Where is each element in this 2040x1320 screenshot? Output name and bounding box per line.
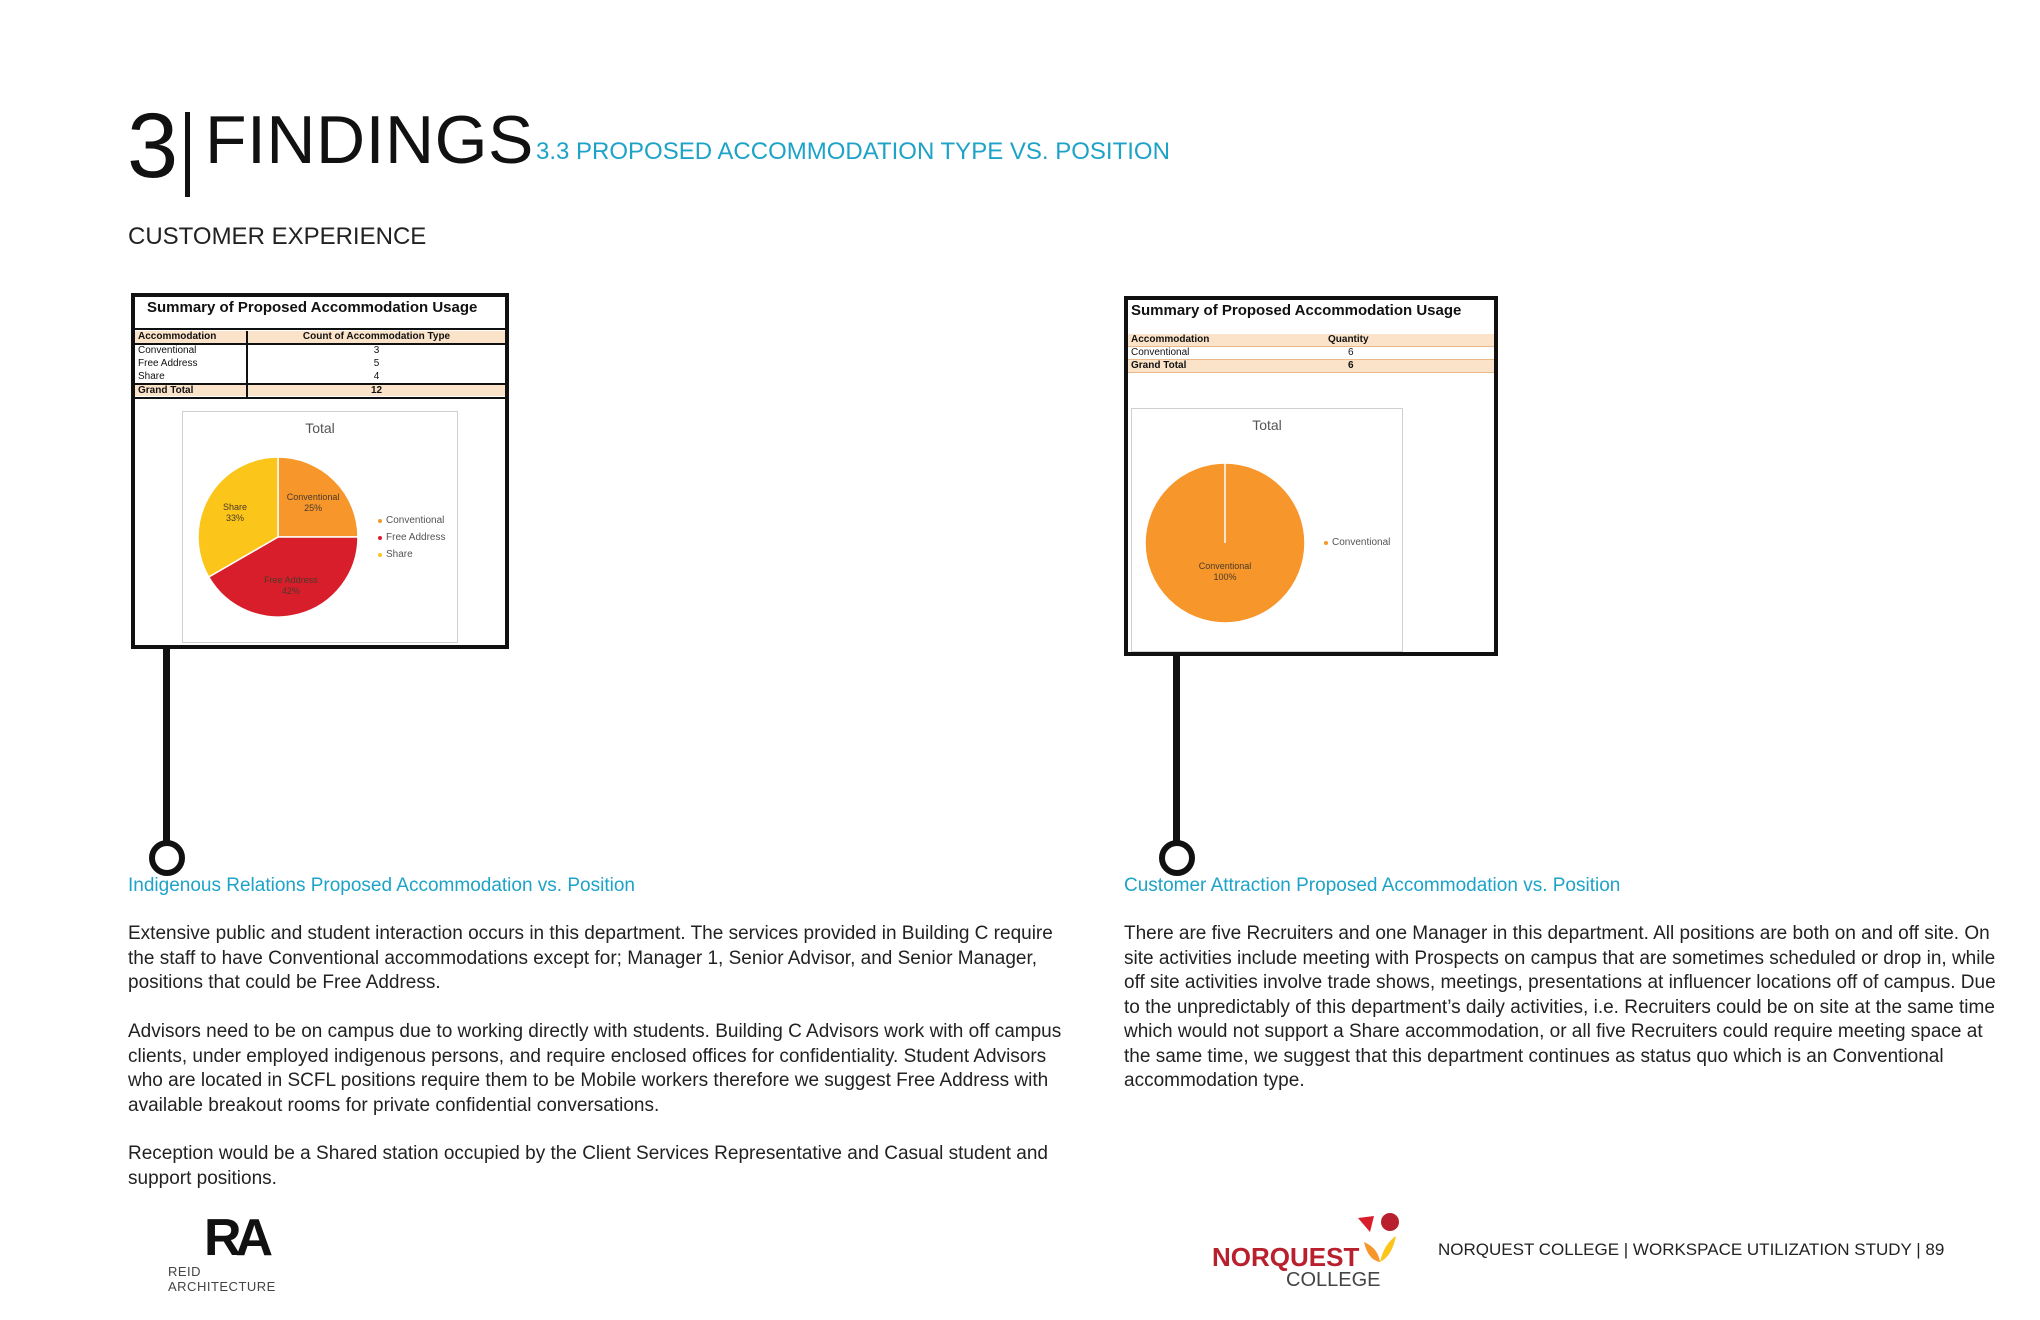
left-table-bottom-line <box>135 397 505 399</box>
left-chart-title: Total <box>305 420 335 436</box>
section-number: 3 <box>127 95 179 197</box>
left-column-heading: Indigenous Relations Proposed Accommodation vs. Position <box>128 875 635 896</box>
pie-label-name: Share <box>223 502 248 513</box>
right-table-row-value: 6 <box>1348 347 1354 358</box>
norquest-name: NORQUEST <box>1212 1242 1360 1272</box>
right-pie-svg <box>1132 409 1404 653</box>
left-connector-line <box>163 649 170 845</box>
legend-label: Share <box>386 549 413 560</box>
right-table-col1-header: Accommodation <box>1131 334 1210 345</box>
left-table-col2-header: Count of Accommodation Type <box>302 331 451 342</box>
left-table-row-label: Share <box>138 371 165 382</box>
left-table-border <box>135 328 505 330</box>
left-pie-chart <box>182 411 458 643</box>
right-chart-title: Total <box>1252 417 1282 433</box>
legend-dot-icon <box>378 519 382 523</box>
right-connector-node <box>1159 840 1195 876</box>
left-table-col1-header: Accommodation <box>138 331 217 342</box>
legend-item <box>378 515 445 526</box>
right-pie-chart <box>1131 408 1403 652</box>
pie-label-percent: 100% <box>1213 572 1237 582</box>
right-connector-line <box>1173 656 1180 845</box>
reid-architecture-logo <box>168 1209 304 1294</box>
right-table-row-label: Conventional <box>1131 347 1190 358</box>
legend-label: Conventional <box>386 515 445 526</box>
pie-label-percent: 33% <box>226 513 245 524</box>
left-summary-table <box>135 331 505 399</box>
left-table-total-value: 12 <box>370 385 383 396</box>
left-paragraph: Reception would be a Shared station occupied by the Client Services Representative and Casual student and support positions. <box>128 1143 1048 1189</box>
norquest-flame-icon <box>1354 1212 1402 1268</box>
left-paragraph: Advisors need to be on campus due to working directly with students. Building C Advisors work with off campus clients, under employed indigenous persons, and require enclosed offices for confidentiality. Student Advisors who are located in SCFL positions require them to be Mobile workers therefore we suggest Free Address with available breakout rooms for private confidential conversations. <box>128 1021 1062 1116</box>
pie-label-name: Conventional <box>286 491 340 502</box>
left-connector-node <box>149 840 185 876</box>
right-summary-panel <box>1124 296 1498 656</box>
legend-item <box>1324 537 1390 548</box>
pie-label-name: Free Address <box>264 574 318 585</box>
right-summary-table <box>1128 334 1494 376</box>
pie-label-name: Conventional <box>1198 561 1252 571</box>
section-divider <box>185 112 190 197</box>
left-table-row-label: Free Address <box>138 358 198 369</box>
legend-label: Free Address <box>386 532 446 543</box>
legend-dot-icon <box>1324 541 1328 545</box>
right-paragraph: There are five Recruiters and one Manager in this department. All positions are both on and off site. On site activities include meeting with Prospects on campus that are sometimes scheduled or drop in, while off site activities involve trade shows, meetings, presentations at influencer locations off of campus. Due to the unpredictably of this department’s daily activities, i.e. Recruiters could be on site at the same time which would not support a Share accommodation, or all five Recruiters could require meeting space at the same time, we suggest that this department continues as status quo which is an Conventional accommodation type. <box>1124 923 1996 1091</box>
left-table-row-value: 4 <box>373 371 380 382</box>
legend-dot-icon <box>378 536 382 540</box>
right-panel-title: Summary of Proposed Accommodation Usage <box>1131 302 1462 319</box>
left-chart-legend <box>378 515 445 566</box>
page-footer: NORQUEST COLLEGE | WORKSPACE UTILIZATION STUDY | 89 <box>1438 1240 1945 1259</box>
left-table-row-value: 3 <box>373 345 380 356</box>
right-table-total-label: Grand Total <box>1131 360 1187 371</box>
subsection-title: CUSTOMER EXPERIENCE <box>128 223 427 250</box>
section-title: FINDINGS <box>205 102 534 178</box>
right-column-heading: Customer Attraction Proposed Accommodation vs. Position <box>1124 875 1621 896</box>
pie-label-percent: 42% <box>281 585 300 596</box>
pie-label-percent: 25% <box>304 502 323 513</box>
left-summary-panel <box>131 293 509 649</box>
legend-dot-icon <box>378 553 382 557</box>
right-table-col2-header: Quantity <box>1328 334 1369 345</box>
left-panel-title: Summary of Proposed Accommodation Usage <box>147 299 478 316</box>
reid-logo-mark: RA <box>204 1209 268 1267</box>
page-subtitle: 3.3 PROPOSED ACCOMMODATION TYPE VS. POSITION <box>536 138 1170 165</box>
legend-item <box>378 549 445 560</box>
legend-item <box>378 532 445 543</box>
legend-label: Conventional <box>1332 537 1391 548</box>
left-table-row-value: 5 <box>373 358 380 369</box>
reid-logo-text: REID ARCHITECTURE <box>168 1264 276 1294</box>
left-table-row-label: Conventional <box>138 345 197 356</box>
norquest-college-logo <box>1212 1212 1380 1292</box>
right-table-total-value: 6 <box>1348 360 1354 371</box>
left-table-total-label: Grand Total <box>138 385 194 396</box>
norquest-sub: COLLEGE <box>1286 1269 1381 1291</box>
right-chart-legend <box>1324 537 1390 554</box>
right-table-line <box>1128 372 1494 373</box>
left-paragraph: Extensive public and student interaction occurs in this department. The services provided in Building C require the staff to have Conventional accommodations except for; Manager 1, Senior Advisor, and Senior Manager, positions that could be Free Address. <box>128 923 1053 993</box>
